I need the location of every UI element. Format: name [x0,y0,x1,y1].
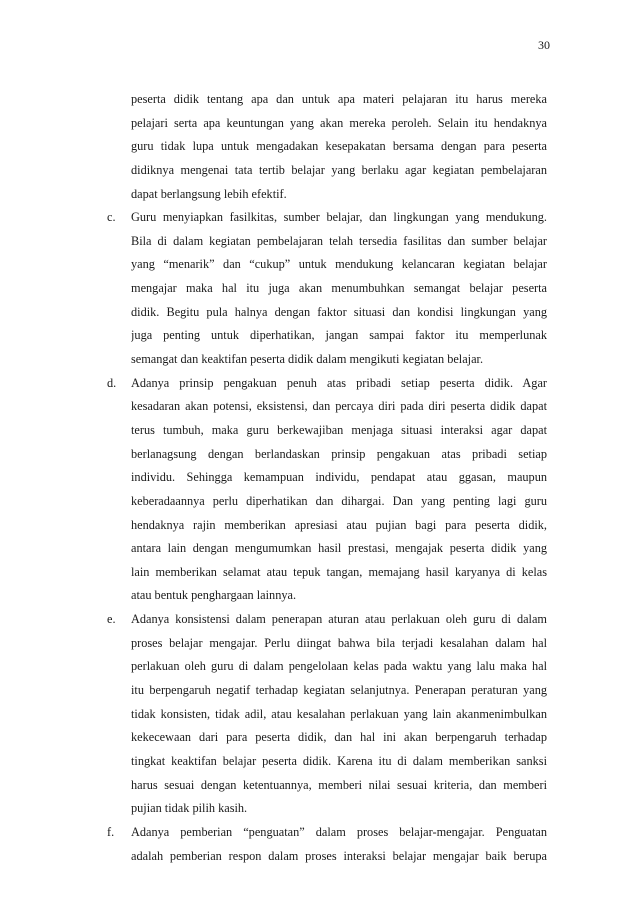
text-line: berlanagsung dengan berlandaskan prinsip pengakuan atas pribadi setiap [131,446,547,461]
text-line: tidak konsisten, tidak adil, atau kesalahan perlakuan yang lain akanmenimbulkan [131,706,547,721]
text-line: keberadaannya perlu diperhatikan dan dihargai. Dan yang penting lagi guru [131,493,547,508]
list-item [107,88,547,206]
list-item [107,206,547,371]
page-body [107,88,547,868]
list-item [107,608,547,821]
text-line: kesadaran akan potensi, eksistensi, dan percaya diri pada diri peserta didik dapat [131,399,547,414]
list-marker: c. [107,210,116,225]
text-line: proses belajar mengajar. Perlu diingat bahwa bila terjadi kesalahan dalam hal [131,635,547,650]
text-line: peserta didik tentang apa dan untuk apa materi pelajaran itu harus mereka [131,92,547,106]
text-line: guru tidak lupa untuk mengadakan kesepakatan bersama dengan para peserta [131,139,547,154]
text-line: didik. Begitu pula halnya dengan faktor situasi dan kondisi lingkungan yang [131,304,547,319]
list-marker: d. [107,375,117,390]
text-line: semangat dan keaktifan peserta didik dalam mengikuti kegiatan belajar. [131,352,484,367]
text-line: pujian tidak pilih kasih. [131,801,248,816]
text-line: yang “menarik” dan “cukup” untuk mendukung kelancaran kegiatan belajar [131,257,547,272]
text-line: atau bentuk penghargaan lainnya. [131,588,297,603]
text-line: didiknya mengenai tata tertib belajar yang berlaku agar kegiatan pembelajaran [131,162,547,177]
text-line: terus tumbuh, maka guru berkewajiban menjaga situasi interaksi agar dapat [131,422,547,437]
text-line: perlakuan oleh guru di dalam pengelolaan kelas pada waktu yang lalu maka hal [131,659,547,674]
text-line: Adanya pemberian “penguatan” dalam proses belajar-mengajar. Penguatan [131,824,547,839]
text-line: Guru menyiapkan fasilkitas, sumber belajar, dan lingkungan yang mendukung. [131,210,547,225]
text-line: harus sesuai dengan ketentuannya, memberi nilai sesuai kriteria, dan memberi [131,777,547,792]
list-marker: e. [107,612,116,627]
text-line: lain memberikan selamat atau tepuk tangan, memajang hasil karyanya di kelas [131,564,547,579]
text-line: itu berpengaruh negatif terhadap kegiatan selanjutnya. Penerapan peraturan yang [131,683,547,698]
text-line: dapat berlangsung lebih efektif. [131,186,287,201]
text-line: individu. Sehingga kemampuan individu, pendapat atau ggasan, maupun [131,470,547,485]
list-marker: f. [107,824,115,839]
text-line: tingkat keaktifan belajar peserta didik. Karena itu di dalam memberikan sanksi [131,753,547,768]
page-number: 30 [538,38,550,52]
text-line: juga penting untuk diperhatikan, jangan sampai faktor itu memperlunak [131,328,547,343]
text-line: kekecewaan dari para peserta didik, dan hal ini akan berpengaruh terhadap [131,730,547,745]
list-item [107,372,547,608]
text-line: Bila di dalam kegiatan pembelajaran telah tersedia fasilitas dan sumber belajar [131,233,547,248]
text-line: Adanya prinsip pengakuan penuh atas pribadi setiap peserta didik. Agar [131,375,547,390]
text-line: hendaknya rajin memberikan apresiasi atau pujian bagi para peserta didik, [131,517,547,532]
text-line: Adanya konsistensi dalam penerapan aturan atau perlakuan oleh guru di dalam [131,612,547,627]
text-line: antara lain dengan mengumumkan hasil prestasi, mengajak peserta didik yang [131,541,547,556]
text-line: mengajar maka hal itu juga akan menumbuhkan semangat belajar peserta [131,281,547,296]
text-line: adalah pemberian respon dalam proses interaksi belajar mengajar baik berupa [131,848,547,863]
list-item [107,821,547,868]
text-line: pelajari serta apa keuntungan yang akan mereka peroleh. Selain itu hendaknya [131,115,547,130]
